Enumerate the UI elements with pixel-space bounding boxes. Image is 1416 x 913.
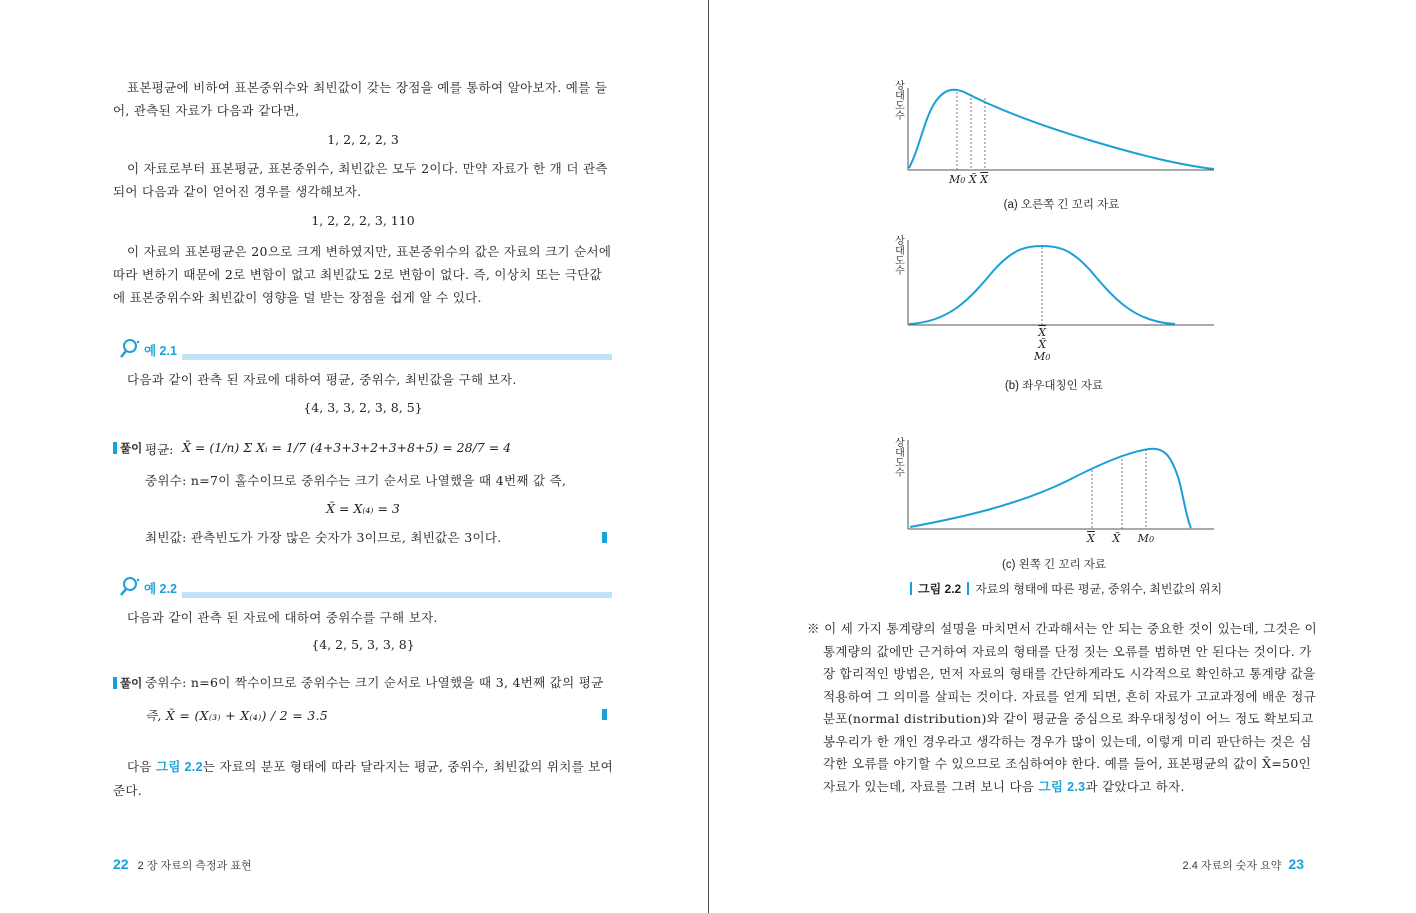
example-2-2-header [112,576,612,600]
footer-left [113,856,252,873]
solution-tag: 풀이 [113,675,142,691]
section-title: 2.4 자료의 숫자 요약 [1182,860,1282,872]
footer-right [1179,856,1304,873]
example-label: 예 2.2 [144,582,177,596]
mean-label: 평균: [145,442,174,457]
example-2-1-text: 다음과 같이 관측 된 자료에 대하여 평균, 중위수, 최빈값을 구해 보자. [127,372,517,387]
chapter-title: 2 장 자료의 측정과 표현 [137,860,252,872]
axis-markers-b: $\overline{X}$ X̃ M0 [1034,326,1051,363]
page-number: 22 [113,856,129,872]
caption-c: (c) 왼쪽 긴 꼬리 자료 [1002,559,1106,571]
paragraph-2: 이 자료로부터 표본평균, 표본중위수, 최빈값은 모두 2이다. 만약 자료가 한 개 더 관측되어 다음과 같이 얻어진 경우를 생각해보자. [113,161,608,199]
example-2-1-mode: 최빈값: 관측빈도가 가장 많은 숫자가 3이므로, 최빈값은 3이다. [145,530,502,545]
example-2-2-data: {4, 2, 5, 3, 3, 8} [311,637,415,652]
end-of-solution-mark [602,709,607,720]
figure-title-bar [910,582,912,595]
page-number: 23 [1288,856,1304,872]
closing-text: 는 자료의 분포 형태에 따라 달라지는 평균, 중위수, 최빈값의 위치를 보여준다. [113,759,614,798]
figure-title-bar [967,582,969,595]
end-of-solution-mark [602,532,607,543]
figure-label: 그림 2.2 [918,582,962,596]
caption-b: (b) 좌우대칭인 자료 [1004,380,1104,392]
left-skewed-curve [910,449,1191,528]
example-2-1-median: 중위수: n=7이 홀수이므로 중위수는 크기 순서로 나열했을 때 4번째 값 즉, [145,473,567,488]
figure-c-plot [709,0,1416,600]
mean-formula: X̄ = (1/n) Σ Xᵢ = 1/7 (4+3+3+2+3+8+5) = 28/7 = 4 [182,440,512,455]
y-axis-label: 상대도수 [895,438,905,479]
figure-reference-link[interactable]: 그림 2.3 [1038,779,1086,794]
caption-a: (a) 오른쪽 긴 꼬리 자료 [1003,199,1120,211]
axis-markers-a: M0 X̃ $\overline{X}$ [949,173,989,186]
closing-text: 다음 [127,759,157,774]
median-formula: X̃ = X₍₄₎ = 3 [326,501,400,516]
figure-title-text: 자료의 형태에 따른 평균, 중위수, 최빈값의 위치 [975,582,1223,596]
example-2-2-text: 다음과 같이 관측 된 자료에 대하여 중위수를 구해 보자. [127,610,438,625]
paragraph-3: 이 자료의 표본평균은 20으로 크게 변하였지만, 표본중위수의 값은 자료의 크기 순서에 따라 변하기 때문에 2로 변함이 없고 최빈값도 2로 변함이 없다. 즉, 이상치 또는 극단값에 표본중위수와 최빈값이 영향을 덜 받는 장점을 쉽게 알 수 있다. [113,244,612,305]
magnifier-icon [118,338,140,360]
axis-markers-c: $\overline{X}$ X̃ M0 [1087,532,1155,545]
example-2-1-header [112,338,612,362]
y-axis-label: 상대도수 [895,236,905,277]
y-axis-label: 상대도수 [895,81,905,122]
figure-title [904,580,1222,597]
example-bar [182,354,612,360]
note-text: ※ 이 세 가지 통계량의 설명을 마치면서 간과해서는 안 되는 중요한 것이 있는데, 그것은 이 통계량의 값에만 근거하여 자료의 형태를 단정 짓는 오류를 범하면 안 된다는 것이다. 가장 합리적인 방법은, 먼저 자료의 형태를 간단하게라도 시각적으로 확인하고 통계량 값을 적용하여 그 의미를 살피는 것이다. 자료를 얻게 되면, 흔히 자료가 고교과정에 배운 정규분포(normal distribution)와 같이 평균을 중심으로 좌우대칭성이 어느 정도 확보되고 봉우리가 한 개인 경우라고 생각하는 경우가 많이 있는데, 이렇게 미리 판단하는 것은 심각한 오류를 야기할 수 있으므로 조심하여야 한다. 예를 들어, 표본평균의 값이 X̄=50인 자료가 있는데, 자료를 그려 보니 다음 [807,621,1318,794]
example-bar [182,592,612,598]
data-set-1: 1, 2, 2, 2, 3 [327,132,399,147]
paragraph-intro: 표본평균에 비하여 표본중위수와 최빈값이 갖는 장점을 예를 통하여 알아보자. 예를 들어, 관측된 자료가 다음과 같다면, [113,80,608,118]
example-label: 예 2.1 [144,344,177,358]
solution-tag: 풀이 [113,440,142,456]
note-text: 과 같았다고 하자. [1085,778,1185,794]
example-2-2-formula: 즉, X̃ = (X₍₃₎ + X₍₄₎) / 2 = 3.5 [145,708,329,723]
closing-paragraph [113,755,613,802]
data-set-2: 1, 2, 2, 2, 3, 110 [311,213,415,228]
note-paragraph [807,618,1320,798]
example-2-1-data: {4, 3, 3, 2, 3, 8, 5} [303,400,423,415]
magnifier-icon [118,576,140,598]
example-2-2-solution: 중위수: n=6이 짝수이므로 중위수는 크기 순서로 나열했을 때 3, 4번째 값의 평균 [145,675,604,690]
figure-reference-link[interactable]: 그림 2.2 [156,760,203,774]
right-page [709,0,1416,913]
